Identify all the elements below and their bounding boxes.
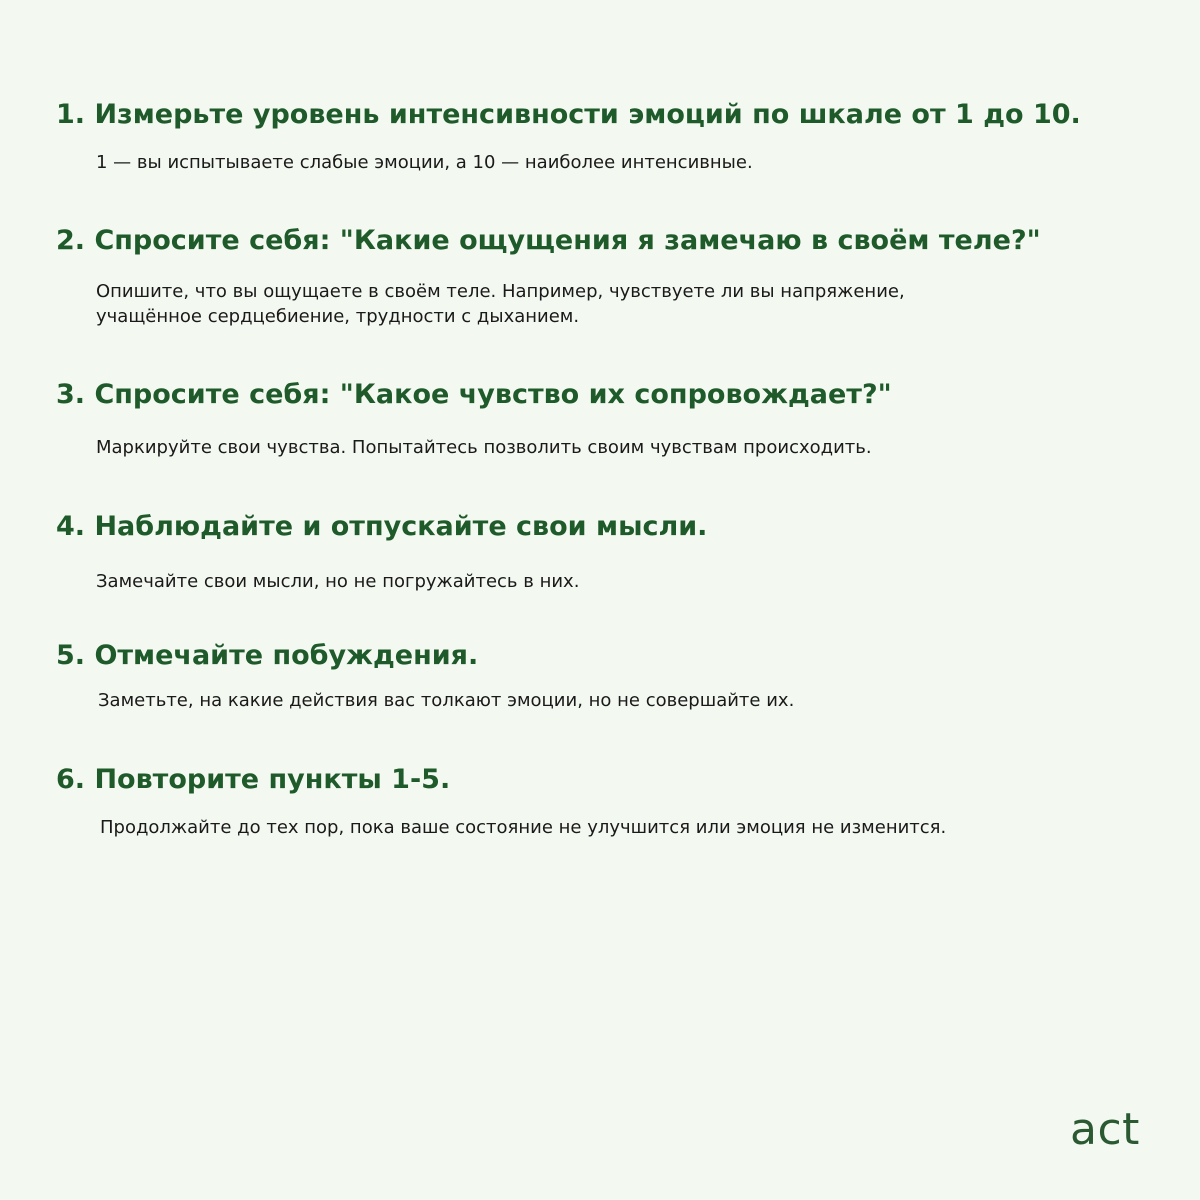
- step-title: 6. Повторите пункты 1-5.: [56, 764, 451, 795]
- step-description-line-2: учащённое сердцебиение, трудности с дыханием.: [96, 306, 580, 327]
- act-logo: act: [1070, 1104, 1140, 1155]
- step-description: Замечайте свои мысли, но не погружайтесь в них.: [96, 571, 580, 592]
- step-description: Маркируйте свои чувства. Попытайтесь позволить своим чувствам происходить.: [96, 437, 872, 458]
- step-title: 4. Наблюдайте и отпускайте свои мысли.: [56, 511, 708, 542]
- step-description-line-1: Опишите, что вы ощущаете в своём теле. Например, чувствуете ли вы напряжение,: [96, 281, 905, 302]
- step-title: 2. Спросите себя: "Какие ощущения я замечаю в своём теле?": [56, 225, 1041, 256]
- step-title: 5. Отмечайте побуждения.: [56, 640, 479, 671]
- step-description: Заметьте, на какие действия вас толкают эмоции, но не совершайте их.: [98, 690, 795, 711]
- step-description: 1 — вы испытываете слабые эмоции, а 10 — наиболее интенсивные.: [96, 152, 753, 173]
- step-title: 3. Спросите себя: "Какое чувство их сопровождает?": [56, 379, 892, 410]
- step-title: 1. Измерьте уровень интенсивности эмоций по шкале от 1 до 10.: [56, 99, 1081, 130]
- step-description: Продолжайте до тех пор, пока ваше состояние не улучшится или эмоция не изменится.: [100, 817, 947, 838]
